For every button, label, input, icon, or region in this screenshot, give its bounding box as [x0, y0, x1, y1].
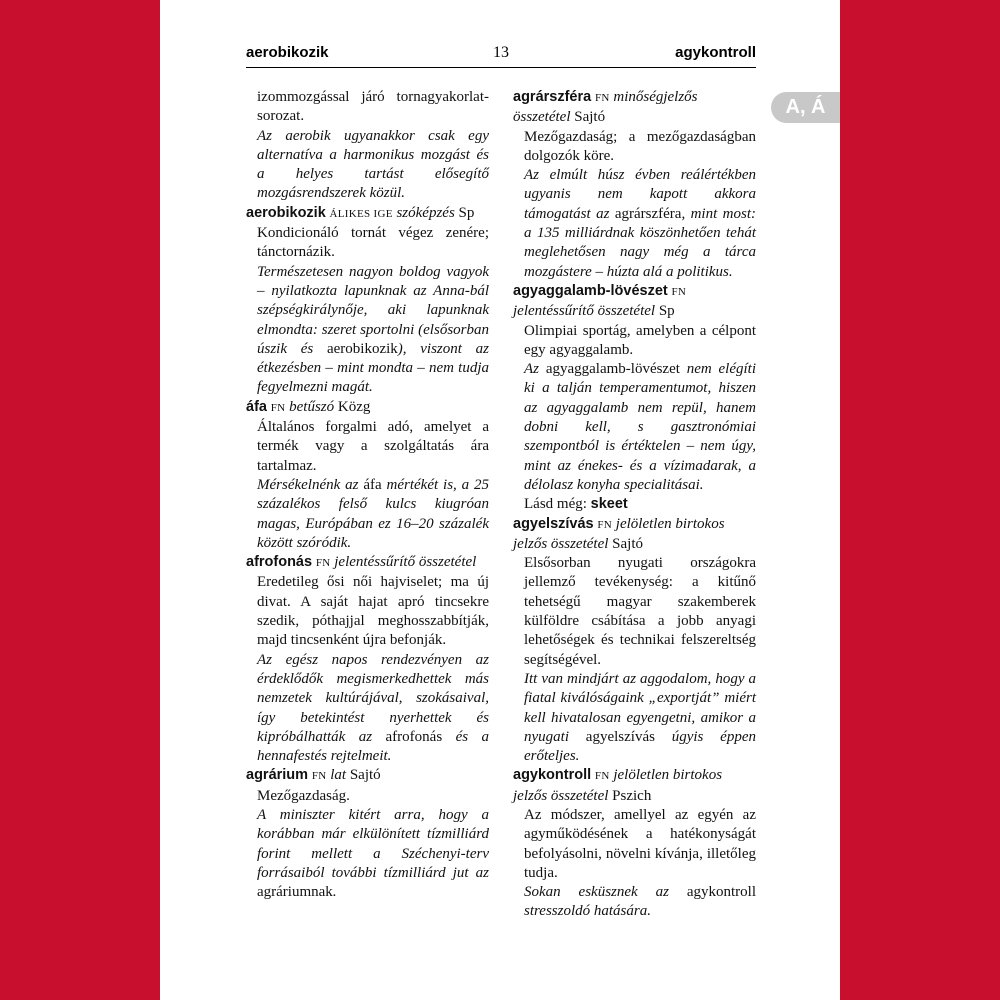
word-formation: jelentéssűrítő összetétel — [334, 554, 477, 571]
language-label: lat — [330, 767, 347, 784]
entry-agyaggalamb-loveszet — [513, 282, 756, 515]
entry-headline — [246, 398, 489, 418]
headword: agrárszféra — [513, 89, 592, 105]
headword: agykontroll — [513, 767, 592, 784]
entry-headline — [246, 766, 489, 786]
continued-definition: izommozgással járó tornagyakorlat-sorozat. — [257, 89, 489, 125]
definition: Kondicionáló tornát végez zenére; tánctornázik. — [257, 225, 489, 261]
headword: afrofonás — [246, 554, 313, 571]
field-label: Sajtó — [574, 109, 606, 126]
example: A miniszter kitért arra, hogy a korábban már elkülönített tízmilliárd forint mellett a Széchenyi-terv forrásaiból további tízmilliárd jut az agráriumnak. — [257, 806, 489, 901]
entry-headline — [513, 766, 756, 806]
part-of-speech: FN — [270, 401, 286, 414]
example: Itt van mindjárt az aggodalom, hogy a fiatal kiválóságaink „exportját” miért kell hivatalosan egyengetni, amikor a nyugati agyelszívás úgyis éppen erőteljes. — [524, 670, 756, 765]
definition: Mezőgazdaság. — [257, 787, 350, 804]
word-formation: szóképzés — [396, 204, 455, 221]
part-of-speech: FN — [315, 557, 331, 570]
part-of-speech: FN — [594, 770, 610, 783]
field-label: Sp — [458, 204, 475, 221]
part-of-speech: FN — [671, 285, 687, 298]
field-label: Pszich — [612, 787, 652, 804]
definition: Eredetileg ősi női hajviselet; ma új divat. A saját hajat apró tincsekre szedik, póthajjal meghosszabbítják, majd tincsenként újra befonják. — [257, 574, 489, 649]
example: Az elmúlt húsz évben reálértékben ugyanis nem kapott akkora támogatást az agrárszféra, mint most: a 135 milliárdnak köszönhetően tehát meglehetősen nagy még a tárca mozgástere – húzta alá a politikus. — [524, 167, 756, 280]
definition: Általános forgalmi adó, amelyet a termék vagy a szolgáltatás ára tartalmaz. — [257, 419, 489, 474]
entry-headline — [246, 204, 489, 224]
word-formation: jelöletlen birtokos jelzős összetétel — [513, 515, 725, 552]
definition: Elsősorban nyugati országokra jellemző tevékenység: a kitűnő tehetségű magyar szakemberek külföldre csábítása a jobb anyagi lehetőségek és technikai felszereltség segítségével. — [524, 555, 756, 668]
field-label: Sajtó — [612, 535, 643, 552]
part-of-speech: FN — [597, 518, 613, 531]
left-column — [246, 88, 489, 902]
part-of-speech: ÁLIKES IGE — [329, 207, 393, 220]
entry-headline — [513, 88, 756, 128]
word-formation: betűszó — [289, 398, 335, 415]
field-label: Közg — [337, 398, 371, 415]
right-column — [513, 88, 756, 922]
see-also — [513, 495, 756, 514]
entry-agykontroll — [513, 766, 756, 921]
headword: agyaggalamb-lövészet — [513, 282, 668, 299]
entry-headline — [246, 553, 489, 573]
example: Sokan esküsznek az agykontroll stresszoldó hatására. — [524, 884, 756, 920]
headword: áfa — [246, 398, 267, 415]
headword: agrárium — [246, 767, 309, 784]
field-label: Sajtó — [349, 767, 381, 784]
entry-headline — [513, 515, 756, 555]
word-formation: jelöletlen birtokos jelzős összetétel — [513, 767, 723, 804]
example: Az egész napos rendezvényen az érdeklődők megismerkedhettek más nemzetek kultúrájával, szokásaival, így betekintést nyerhettek és kipróbálhatták az afrofonás és a hennafestés rejtelmeit. — [257, 651, 489, 765]
header-first-entry: aerobikozik — [246, 44, 329, 61]
part-of-speech: FN — [594, 92, 610, 104]
see-also-link[interactable]: skeet — [590, 496, 628, 513]
example: Mérsékelnénk az áfa mértékét is, a 25 százalékos felső kulcs kiugróan magas, Európában ez 16–20 százalék között szóródik. — [257, 476, 490, 551]
headword: aerobikozik — [246, 204, 326, 221]
entry-afa — [246, 398, 489, 553]
header-rule — [246, 67, 756, 68]
running-header — [246, 44, 756, 66]
word-formation: jelentéssűrítő összetétel — [513, 303, 656, 320]
entry-agrarszfera — [513, 88, 756, 282]
example: Az agyaggalamb-lövészet nem elégíti ki a talján temperamentumot, hiszen az agyaggalamb nem repül, hanem dobni kell, s gasztronómiai szempontból is értéktelen – nem úgy, mint az énekes- és a vízimadarak, a délolasz konyha specialitásai. — [524, 361, 757, 493]
page-number: 13 — [493, 44, 509, 61]
definition: Mezőgazdaság; a mezőgazdaságban dolgozók köre. — [524, 128, 756, 164]
part-of-speech: FN — [311, 770, 327, 783]
entry-headline — [513, 282, 756, 322]
field-label: Sp — [658, 303, 675, 320]
section-tab: A, Á — [771, 92, 840, 123]
entry-afrofonas — [246, 553, 489, 766]
example: Természetesen nagyon boldog vagyok – nyilatkozta lapunknak az Anna-bál szépségkirálynője, aki lapunknak elmondta: szeret sportolni (elsősorban úszik és aerobikozik), viszont az étkezésben – mint mondta – nem tudja fegyelmezni magát. — [257, 263, 489, 396]
entry-agyelszivas — [513, 515, 756, 767]
entry-agrarium — [246, 766, 489, 902]
definition: Olimpiai sportág, amelyben a célpont egy agyaggalamb. — [524, 322, 756, 358]
header-last-entry: agykontroll — [675, 44, 756, 61]
continued-example: Az aerobik ugyanakkor csak egy alternatíva a harmonikus mozgást és a helyes tartást elősegítő mozgásrendszerek közül. — [257, 127, 489, 202]
entry-aerobikozik — [246, 204, 489, 398]
see-also-label: Lásd még: — [524, 496, 587, 513]
definition: Az módszer, amellyel az egyén az agyműködésének a hatékonyságát befolyásolni, növelni kívánja, illetőleg tudja. — [524, 806, 756, 881]
word-formation: minőségjelzős összetétel — [513, 89, 698, 126]
headword: agyelszívás — [513, 515, 594, 532]
